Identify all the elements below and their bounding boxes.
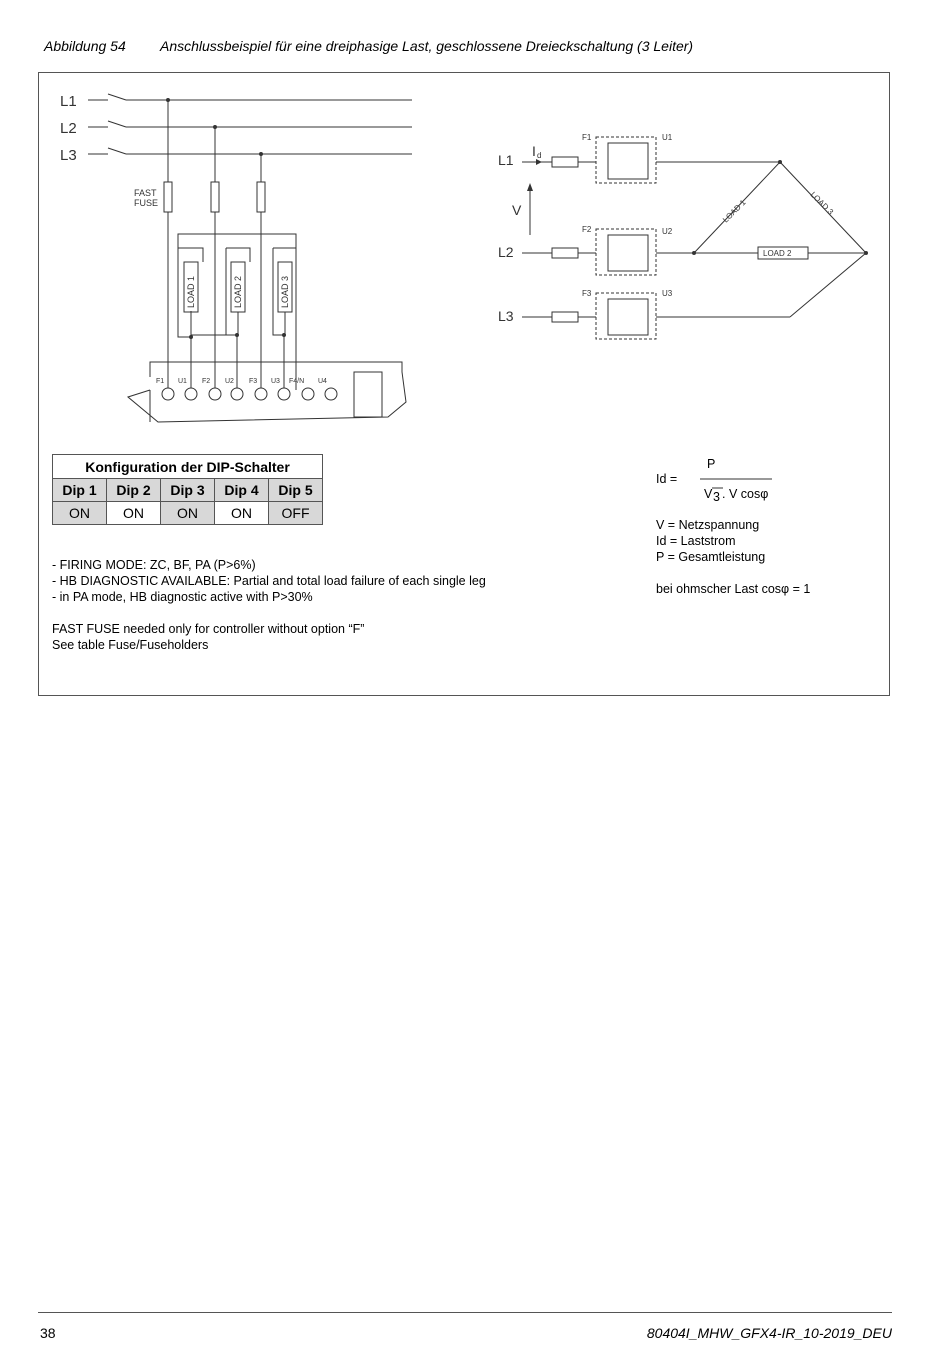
legend-line: Id = Laststrom [656,534,736,548]
left-load-2: LOAD 2 [233,275,243,308]
right-line-l3: L3 [498,308,514,324]
terminal-u1: U1 [178,378,187,385]
legend-line: P = Gesamtleistung [656,550,766,564]
right-fuse-f1: F1 [582,133,592,142]
note-line: FAST FUSE needed only for controller without option “F” [52,622,365,636]
right-delta-schematic [490,125,880,350]
voltage-label: V [512,202,522,218]
terminal-u3: U3 [271,378,280,385]
right-load-3: LOAD 3 [808,190,836,217]
right-output-u2: U2 [662,227,673,236]
legend-line: bei ohmscher Last cosφ = 1 [656,582,811,596]
note-line: See table Fuse/Fuseholders [52,638,209,652]
right-load-1: LOAD 1 [721,197,748,225]
current-subscript: d [537,151,542,160]
notes-block [52,557,486,653]
terminal-u4: U4 [318,378,327,385]
terminal-f2: F2 [202,378,211,385]
left-load-3: LOAD 3 [280,275,290,308]
right-fuse-f2: F2 [582,225,592,234]
dip-header-4: Dip 4 [215,479,269,502]
dip-value-1: ON [53,502,107,525]
figure-title: Anschlussbeispiel für eine dreiphasige Last, geschlossene Dreieckschaltung (3 Leiter) [160,38,694,54]
note-line: - in PA mode, HB diagnostic active with P>30% [52,590,313,604]
legend-block [656,517,810,597]
formula-root: V [704,487,713,501]
legend-line: V = Netzspannung [656,518,760,532]
fast-fuse-label-1: FAST [134,188,157,198]
right-output-u3: U3 [662,289,673,298]
left-line-l3: L3 [60,147,77,164]
dip-header-3: Dip 3 [161,479,215,502]
right-line-l2: L2 [498,244,514,260]
left-wiring-diagram [38,72,458,432]
formula-root-arg: 3 [713,490,720,504]
current-label: I [532,143,536,159]
dip-table-title: Konfiguration der DIP-Schalter [53,455,323,479]
right-fuse-f3: F3 [582,289,592,298]
terminal-f4n: F4/N [289,378,305,385]
dip-header-5: Dip 5 [269,479,323,502]
document-id: 80404I_MHW_GFX4-IR_10-2019_DEU [646,1325,892,1341]
terminal-f3: F3 [249,378,258,385]
figure-caption [44,38,693,54]
formula-numerator: P [707,457,716,471]
note-line [52,605,486,621]
right-line-l1: L1 [498,152,514,168]
footer-divider [38,1312,892,1313]
note-line: - HB DIAGNOSTIC AVAILABLE: Partial and total load failure of each single leg [52,574,486,588]
page-number: 38 [40,1325,56,1341]
terminal-u2: U2 [225,378,234,385]
right-load-2: LOAD 2 [763,249,792,258]
left-line-l1: L1 [60,93,77,110]
dip-value-4: ON [215,502,269,525]
terminal-f1: F1 [156,378,165,385]
fast-fuse-label-2: FUSE [134,198,159,208]
legend-line [656,565,810,581]
left-line-l2: L2 [60,120,77,137]
dip-value-3: ON [161,502,215,525]
formula [656,456,796,508]
note-line: - FIRING MODE: ZC, BF, PA (P>6%) [52,558,256,572]
figure-number: Abbildung 54 [44,38,126,54]
dip-header-1: Dip 1 [53,479,107,502]
formula-denominator: . V cosφ [722,487,769,501]
left-load-1: LOAD 1 [186,275,196,308]
dip-value-2: ON [107,502,161,525]
dip-value-5: OFF [269,502,323,525]
formula-lhs: Id = [656,472,678,486]
right-output-u1: U1 [662,133,673,142]
dip-header-2: Dip 2 [107,479,161,502]
dip-switch-table [52,454,323,525]
